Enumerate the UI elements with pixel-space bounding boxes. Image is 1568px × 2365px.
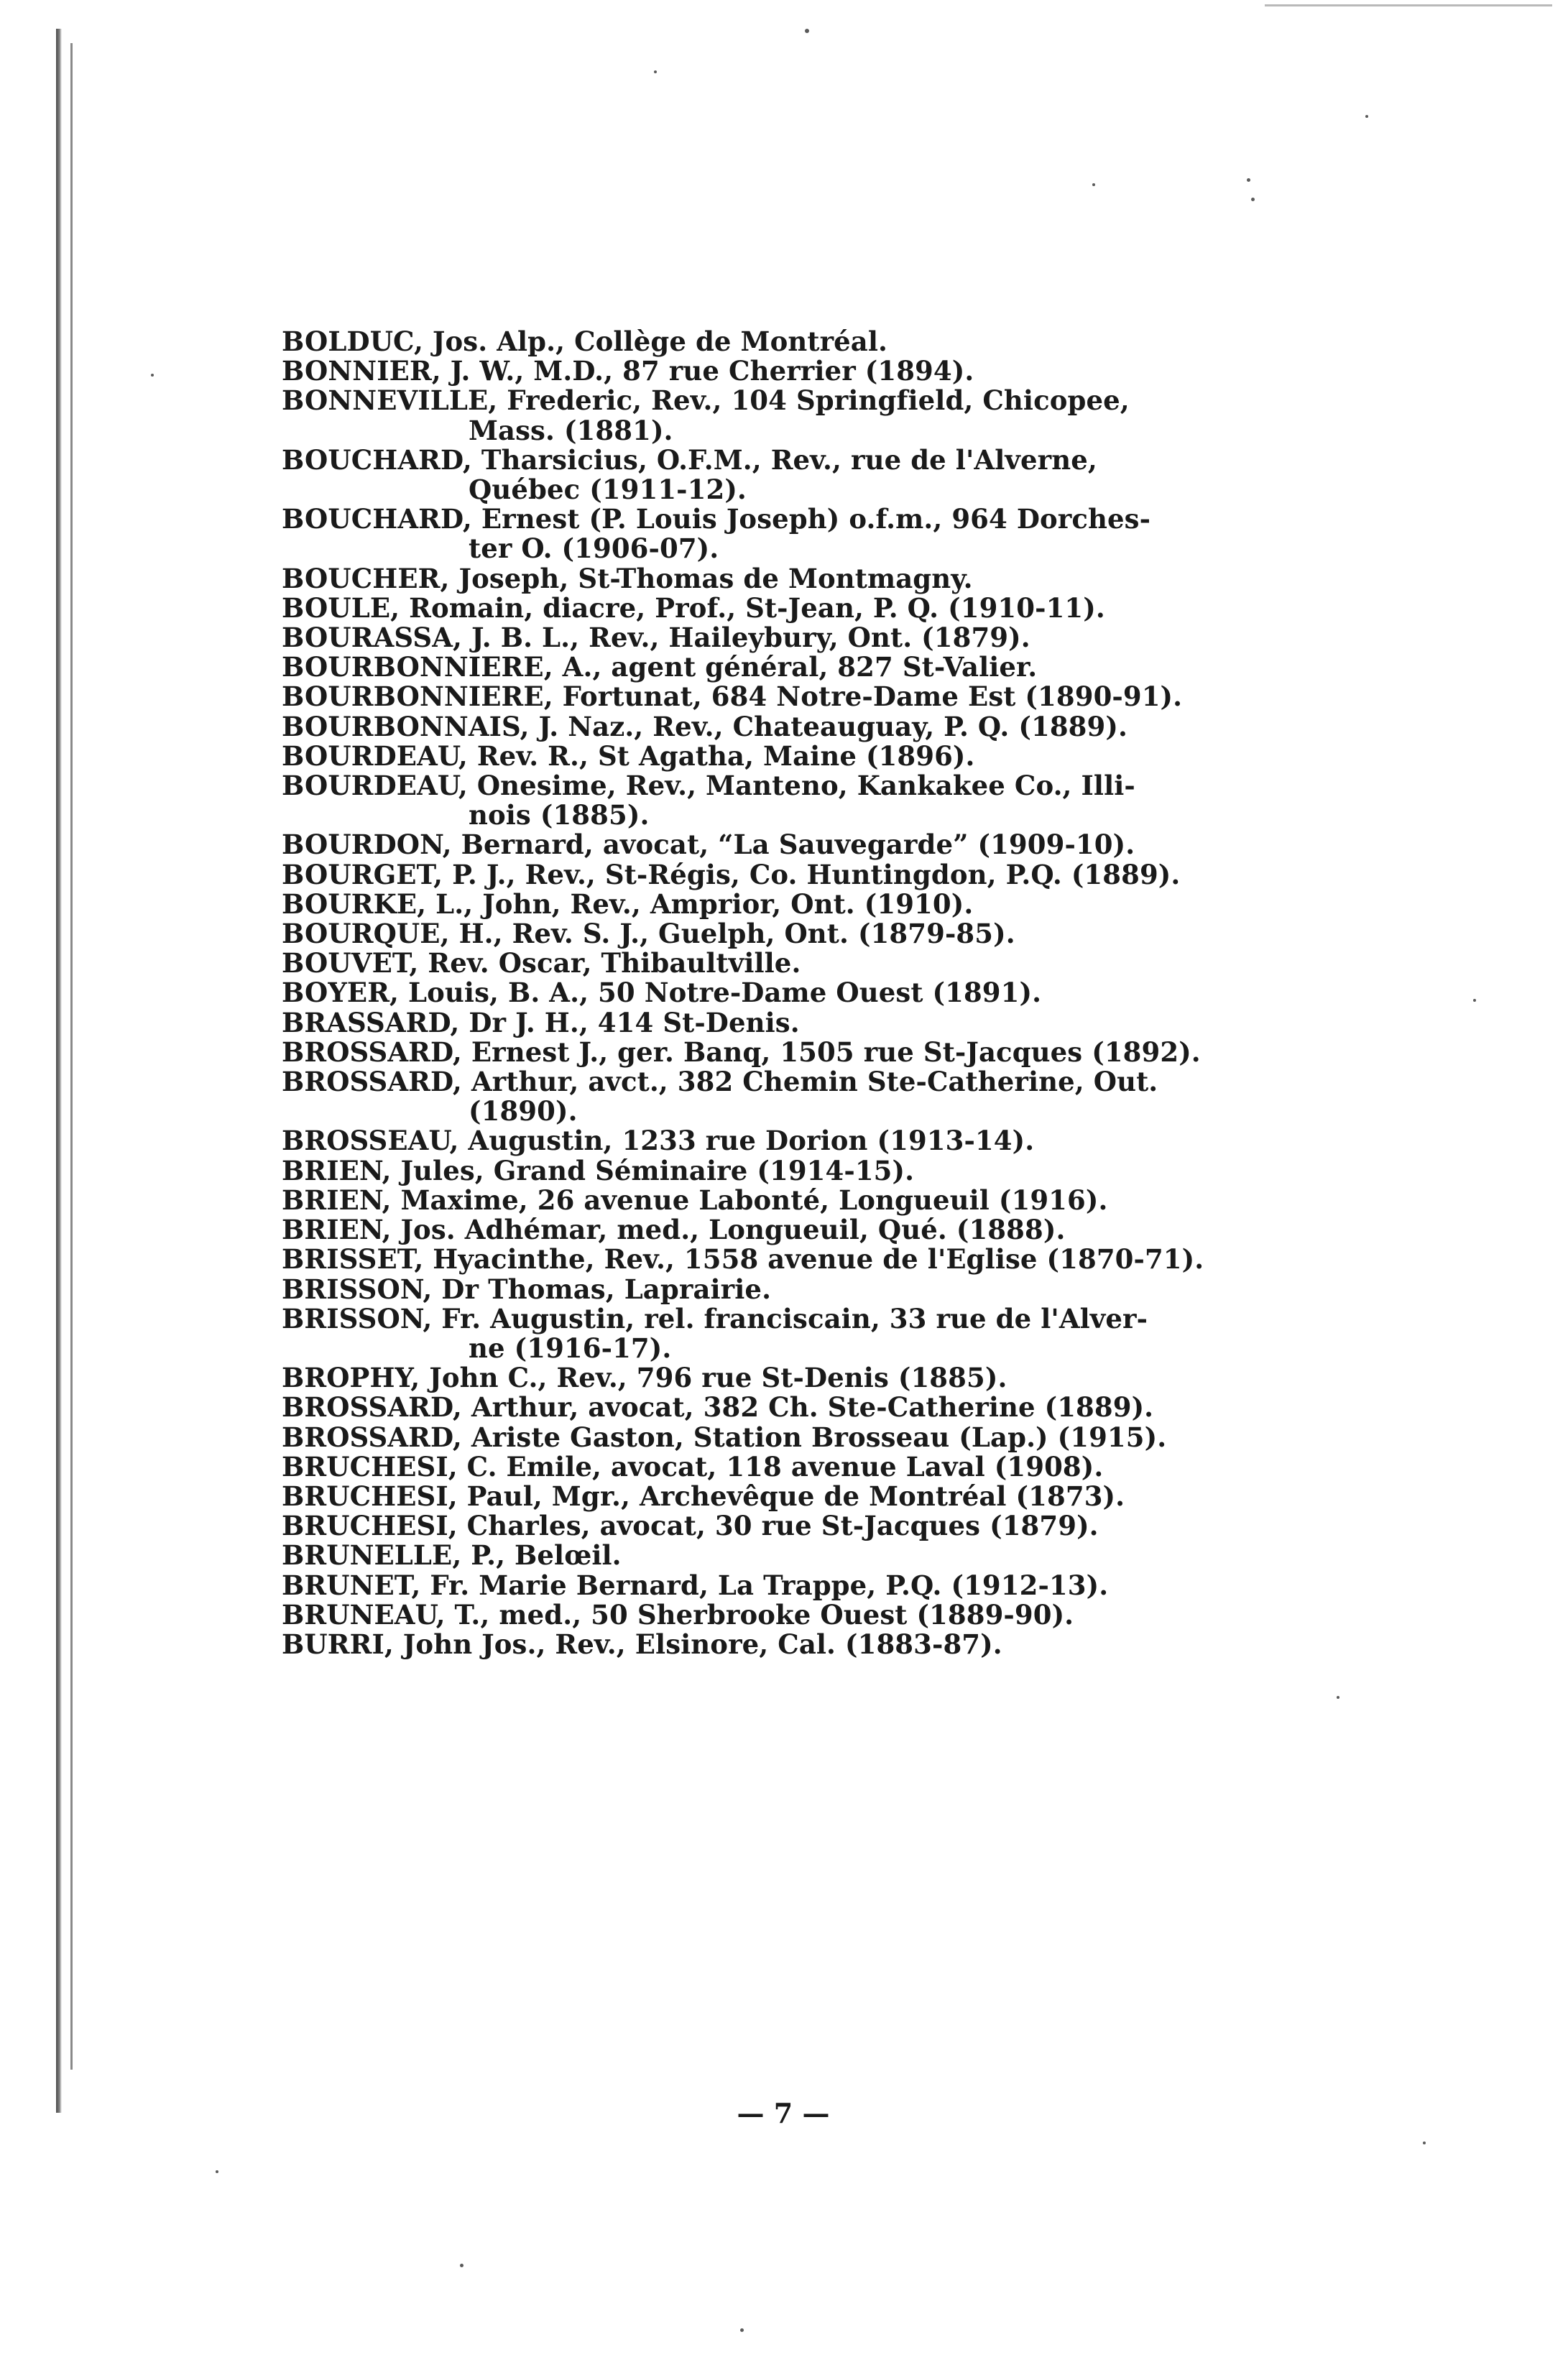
directory-entry — [282, 860, 1302, 890]
entry-line: BRUCHESI, Paul, Mgr., Archevêque de Montréal (1873). — [282, 1480, 1125, 1512]
directory-entry — [282, 1067, 1302, 1126]
entry-line: BOURBONNIERE, Fortunat, 684 Notre-Dame Est (1890-91). — [282, 681, 1183, 713]
entry-line: BOURDEAU, Onesime, Rev., Manteno, Kankakee Co., Illi- — [282, 770, 1135, 802]
directory-entry — [282, 564, 1302, 594]
top-edge-mark — [1265, 4, 1552, 6]
directory-entry — [282, 1600, 1302, 1630]
entry-line: BOURASSA, J. B. L., Rev., Haileybury, Ont. (1879). — [282, 622, 1030, 654]
directory-entry — [282, 386, 1302, 445]
entry-line: BOUCHARD, Tharsicius, O.F.M., Rev., rue de l'Alverne, — [282, 443, 1097, 476]
scan-speck — [1423, 2142, 1426, 2144]
entry-line: BOURQUE, H., Rev. S. J., Guelph, Ont. (1879-85). — [282, 918, 1015, 950]
directory-entry — [282, 1038, 1302, 1067]
entry-line: BRIEN, Jos. Adhémar, med., Longueuil, Qué. (1888). — [282, 1214, 1066, 1246]
entry-line: BRISSON, Dr Thomas, Laprairie. — [282, 1273, 772, 1305]
directory-entry — [282, 890, 1302, 919]
directory-entry — [282, 1245, 1302, 1274]
directory-entry — [282, 682, 1302, 711]
entry-line: BONNIER, J. W., M.D., 87 rue Cherrier (1894). — [282, 355, 974, 387]
entry-continuation: Mass. (1881). — [469, 414, 673, 446]
entry-line: BOUVET, Rev. Oscar, Thibaultville. — [282, 947, 801, 979]
directory-entry — [282, 1571, 1302, 1600]
scan-speck — [805, 29, 809, 33]
scan-speck — [1247, 178, 1250, 182]
entry-line: BRIEN, Maxime, 26 avenue Labonté, Longueuil (1916). — [282, 1184, 1108, 1216]
binding-edge-line — [70, 43, 73, 2070]
entry-line: BROSSARD, Ernest J., ger. Banq, 1505 rue St-Jacques (1892). — [282, 1036, 1201, 1068]
entry-line: BOURBONNIERE, A., agent général, 827 St-Valier. — [282, 651, 1038, 683]
entry-line: BRUCHESI, C. Emile, avocat, 118 avenue Laval (1908). — [282, 1450, 1104, 1483]
scan-speck — [1473, 999, 1476, 1002]
entry-line: BOLDUC, Jos. Alp., Collège de Montréal. — [282, 326, 888, 357]
entry-line: BROSSARD, Ariste Gaston, Station Brosseau (Lap.) (1915). — [282, 1421, 1167, 1453]
entry-line: BOURDEAU, Rev. R., St Agatha, Maine (1896). — [282, 739, 975, 772]
directory-entry — [282, 1186, 1302, 1215]
entry-line: BROSSEAU, Augustin, 1233 rue Dorion (1913-14). — [282, 1125, 1035, 1157]
scan-speck — [216, 2170, 218, 2173]
entry-line: BRUCHESI, Charles, avocat, 30 rue St-Jacques (1879). — [282, 1510, 1099, 1542]
scan-speck — [1337, 1696, 1339, 1699]
scan-speck — [740, 2328, 744, 2332]
page-number: — 7 — — [737, 2097, 830, 2129]
entry-line: BURRI, John Jos., Rev., Elsinore, Cal. (1883-87). — [282, 1628, 1002, 1660]
directory-entry — [282, 1511, 1302, 1541]
entry-line: BROSSARD, Arthur, avocat, 382 Ch. Ste-Catherine (1889). — [282, 1391, 1154, 1424]
entry-line: BRISSET, Hyacinthe, Rev., 1558 avenue de l'Eglise (1870-71). — [282, 1243, 1204, 1276]
directory-entry — [282, 327, 1302, 356]
directory-entry — [282, 1363, 1302, 1393]
entry-line: BRASSARD, Dr J. H., 414 St-Denis. — [282, 1006, 800, 1038]
directory-entry — [282, 1126, 1302, 1156]
directory-entry — [282, 504, 1302, 563]
entry-line: BOULE, Romain, diacre, Prof., St-Jean, P. Q. (1910-11). — [282, 591, 1105, 624]
directory-entry — [282, 1452, 1302, 1482]
entry-line: BRUNEAU, T., med., 50 Sherbrooke Ouest (1889-90). — [282, 1598, 1074, 1631]
directory-entry — [282, 1275, 1302, 1304]
entry-line: BRISSON, Fr. Augustin, rel. franciscain, 33 rue de l'Alver- — [282, 1302, 1148, 1334]
scan-speck — [151, 374, 154, 377]
directory-entry — [282, 1008, 1302, 1038]
entry-line: BRUNELLE, P., Belœil. — [282, 1539, 622, 1572]
entry-line: BRIEN, Jules, Grand Séminaire (1914-15). — [282, 1154, 915, 1186]
entry-line: BONNEVILLE, Frederic, Rev., 104 Springfield, Chicopee, — [282, 384, 1130, 417]
binding-edge — [56, 29, 62, 2113]
scan-speck — [1365, 115, 1368, 118]
scan-speck — [1251, 198, 1255, 201]
directory-entry — [282, 1156, 1302, 1186]
entry-line: BROPHY, John C., Rev., 796 rue St-Denis (1885). — [282, 1362, 1007, 1394]
entry-continuation: nois (1885). — [469, 799, 650, 831]
entry-line: BOURGET, P. J., Rev., St-Régis, Co. Huntingdon, P.Q. (1889). — [282, 858, 1181, 890]
directory-entry — [282, 1482, 1302, 1511]
entry-continuation: Québec (1911-12). — [469, 474, 747, 506]
directory-entry — [282, 949, 1302, 978]
entry-continuation: ter O. (1906-07). — [469, 533, 719, 565]
entry-line: BOURKE, L., John, Rev., Amprior, Ont. (1910). — [282, 888, 974, 920]
directory-entry — [282, 653, 1302, 682]
entry-line: BOYER, Louis, B. A., 50 Notre-Dame Ouest (1891). — [282, 977, 1042, 1009]
directory-entry — [282, 739, 1302, 772]
directory-entry — [282, 978, 1302, 1008]
directory-entry — [282, 1423, 1302, 1452]
directory-entry — [282, 712, 1302, 742]
directory-entry — [282, 1630, 1302, 1659]
scan-speck — [1092, 183, 1095, 186]
directory-entry — [282, 919, 1302, 949]
directory-entry — [282, 591, 1302, 624]
directory-entry — [282, 771, 1302, 830]
directory-entry — [282, 1541, 1302, 1570]
directory-entry — [282, 443, 1302, 506]
entry-continuation: ne (1916-17). — [469, 1332, 672, 1364]
directory-entry — [282, 1393, 1302, 1422]
entry-line: BOUCHER, Joseph, St-Thomas de Montmagny. — [282, 562, 973, 594]
entry-continuation: (1890). — [469, 1095, 578, 1128]
entry-line: BRUNET, Fr. Marie Bernard, La Trappe, P.Q. (1912-13). — [282, 1569, 1109, 1601]
entry-line: BOURDON, Bernard, avocat, “La Sauvegarde” (1909-10). — [282, 829, 1135, 861]
directory-entry — [282, 356, 1302, 386]
scan-speck — [654, 70, 657, 73]
directory-entry — [282, 1304, 1302, 1363]
scan-speck — [460, 2264, 464, 2267]
entry-line: BOURBONNAIS, J. Naz., Rev., Chateauguay, P. Q. (1889). — [282, 710, 1127, 742]
directory-entry — [282, 1215, 1302, 1245]
directory-entry — [282, 623, 1302, 653]
entry-line: BROSSARD, Arthur, avct., 382 Chemin Ste-Catherine, Out. — [282, 1066, 1158, 1098]
directory-entries — [282, 327, 1302, 1659]
entry-line: BOUCHARD, Ernest (P. Louis Joseph) o.f.m., 964 Dorches- — [282, 503, 1151, 535]
directory-entry — [282, 830, 1302, 859]
